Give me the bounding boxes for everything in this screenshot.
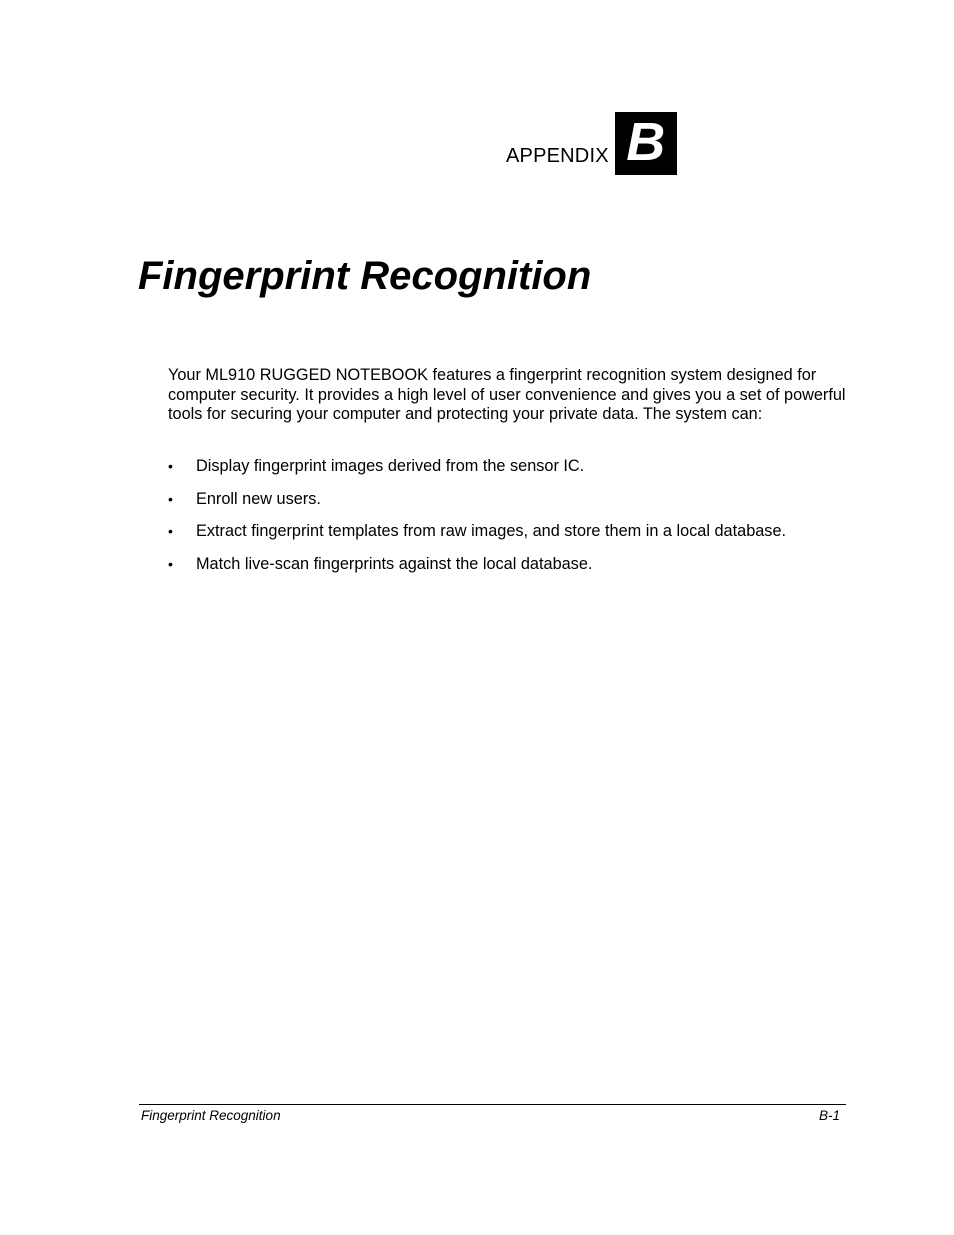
feature-text: Match live-scan fingerprints against the local database.: [196, 554, 593, 573]
footer-section-title: Fingerprint Recognition: [141, 1108, 281, 1123]
page-title: Fingerprint Recognition: [138, 254, 592, 298]
bullet-icon: •: [168, 555, 173, 572]
list-item: [168, 521, 858, 554]
footer-page-number: B-1: [818, 1108, 840, 1123]
bullet-icon: •: [168, 490, 173, 507]
appendix-letter-box: [615, 112, 677, 175]
bullet-icon: •: [168, 523, 173, 539]
feature-text: Enroll new users.: [196, 489, 321, 508]
footer-divider: [139, 1104, 846, 1105]
list-item: [168, 554, 858, 587]
bullet-icon: •: [168, 458, 173, 474]
feature-text: Extract fingerprint templates from raw images, and store them in a local database.: [196, 522, 787, 540]
list-item: [168, 456, 858, 489]
feature-text: Display fingerprint images derived from the sensor IC.: [196, 457, 585, 475]
appendix-label: APPENDIX: [506, 145, 609, 167]
intro-paragraph: Your ML910 RUGGED NOTEBOOK features a fingerprint recognition system designed for computer security. It provides a high level of user convenience and gives you a set of powerful tools for securing your computer and protecting your private data. The system can:: [168, 366, 846, 423]
feature-list: [168, 456, 858, 586]
appendix-letter: B: [626, 111, 666, 172]
list-item: [168, 489, 858, 522]
appendix-header: [506, 112, 677, 175]
